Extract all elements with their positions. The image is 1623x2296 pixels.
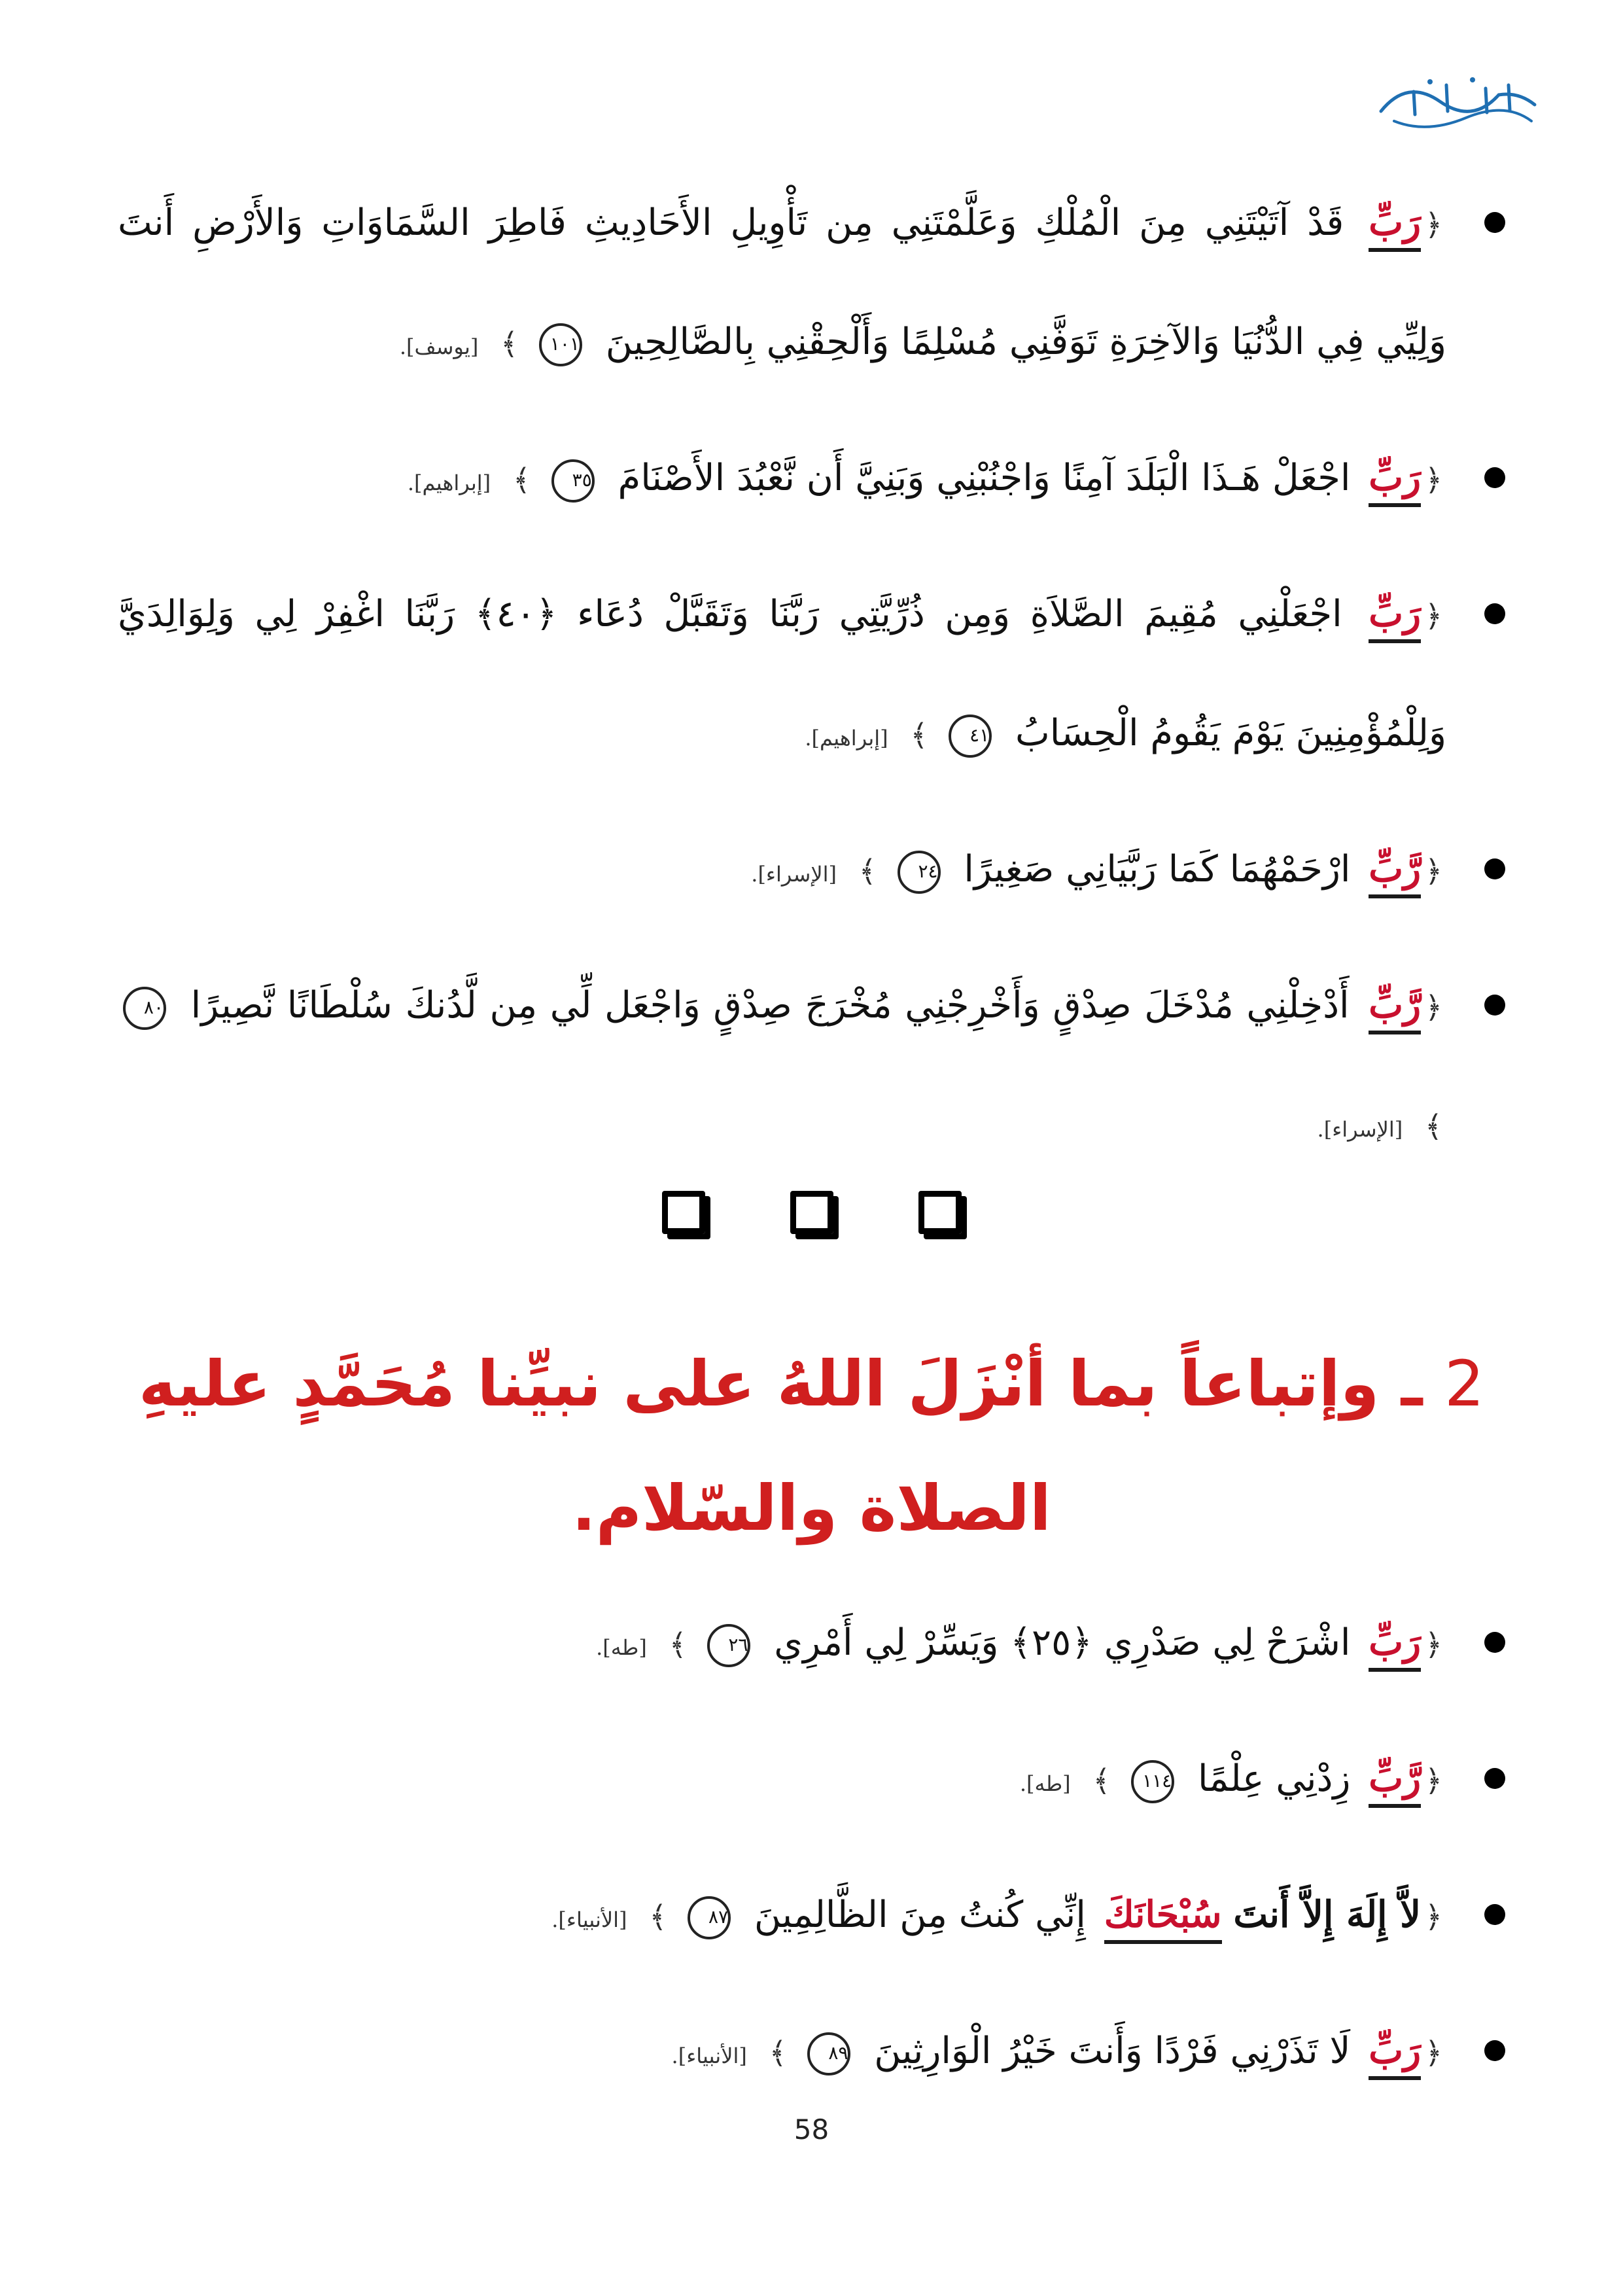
close-ornament: ﴾ bbox=[649, 1899, 667, 1934]
open-ornament: ﴿ bbox=[1425, 853, 1442, 889]
surah-reference: [الإسراء]. bbox=[1317, 1117, 1403, 1142]
key-word: رَّبِّ bbox=[1369, 1757, 1421, 1808]
key-word: رَبِّ bbox=[1369, 592, 1421, 643]
verse-text: اجْعَلْ هَـذَا الْبَلَدَ آمِنًا وَاجْنُبْنِي وَبَنِيَّ أَن نَّعْبُدَ الأَصْنَامَ bbox=[618, 457, 1351, 499]
surah-reference: [طه]. bbox=[1019, 1771, 1071, 1796]
bullet-icon bbox=[1484, 2040, 1505, 2061]
close-ornament: ﴾ bbox=[769, 2035, 787, 2070]
open-ornament: ﴿ bbox=[1425, 2035, 1442, 2070]
open-ornament: ﴿ bbox=[1425, 989, 1442, 1025]
close-ornament: ﴾ bbox=[1425, 1108, 1442, 1144]
list-item bbox=[118, 419, 1505, 542]
verse-text: اجْعَلْنِي مُقِيمَ الصَّلاَةِ وَمِن ذُرِّيَّتِي رَبَّنَا وَتَقَبَّلْ دُعَاء ﴿٤٠﴾ رَبَّنَا اغْفِرْ لِي وَلِوَالِدَيَّ وَلِلْمُؤْمِنِينَ يَوْمَ يَقُومُ الْحِسَابُ bbox=[118, 593, 1446, 754]
bullet-icon bbox=[1484, 1632, 1505, 1653]
bullet-icon bbox=[1484, 995, 1505, 1016]
ayah-number: ٣٥ bbox=[551, 459, 595, 503]
book-title-logo bbox=[1368, 65, 1544, 144]
open-ornament: ﴿ bbox=[1425, 1899, 1442, 1934]
list-item bbox=[118, 1583, 1505, 1706]
bullet-icon bbox=[1484, 1768, 1505, 1789]
bullet-icon bbox=[1484, 1904, 1505, 1925]
surah-reference: [إبراهيم]. bbox=[407, 470, 491, 495]
heading-number: 2 bbox=[1444, 1347, 1485, 1421]
list-item bbox=[118, 555, 1505, 797]
square-divider-icon bbox=[662, 1191, 705, 1234]
page-number: 58 bbox=[794, 2113, 829, 2146]
key-word: رَّبِّ bbox=[1369, 983, 1421, 1034]
close-ornament: ﴾ bbox=[910, 717, 928, 752]
key-word: رَبِّ bbox=[1369, 456, 1421, 507]
heading-text: ـ وإتباعاً بما أنْزَلَ اللهُ على نبيِّنا مُحَمَّدٍ عليهِ الصلاة والسّلام. bbox=[138, 1347, 1423, 1545]
close-ornament: ﴾ bbox=[1092, 1763, 1111, 1798]
ayah-number: ٢٦ bbox=[707, 1624, 750, 1667]
open-ornament: ﴿ bbox=[1425, 207, 1442, 242]
surah-reference: [الأنبياء]. bbox=[671, 2043, 747, 2068]
surah-reference: [الأنبياء]. bbox=[551, 1907, 627, 1932]
verse-text: ارْحَمْهُمَا كَمَا رَبَّيَانِي صَغِيرًا bbox=[964, 848, 1351, 891]
list-item bbox=[118, 810, 1505, 933]
verse-text: اشْرَحْ لِي صَدْرِي ﴿٢٥﴾ وَيَسِّرْ لِي أَمْرِي bbox=[774, 1621, 1351, 1664]
close-ornament: ﴾ bbox=[500, 326, 519, 361]
open-ornament: ﴿ bbox=[1425, 462, 1442, 497]
bullet-icon bbox=[1484, 858, 1505, 879]
bullet-icon bbox=[1484, 212, 1505, 233]
verse-text: أَدْخِلْنِي مُدْخَلَ صِدْقٍ وَأَخْرِجْنِي مُخْرَجَ صِدْقٍ وَاجْعَل لِّي مِن لَّدُنكَ سُلْطَانًا نَّصِيرًا bbox=[190, 984, 1350, 1027]
open-ornament: ﴿ bbox=[1425, 598, 1442, 633]
key-word: رَّبِّ bbox=[1369, 847, 1421, 898]
open-ornament: ﴿ bbox=[1425, 1627, 1442, 1662]
supplications-list-1 bbox=[118, 164, 1505, 1201]
surah-reference: [إبراهيم]. bbox=[805, 726, 888, 751]
ayah-number: ٨٠ bbox=[123, 987, 166, 1030]
verse-text: إِنِّي كُنتُ مِنَ الظَّالِمِينَ bbox=[754, 1894, 1086, 1936]
bullet-icon bbox=[1484, 467, 1505, 488]
verse-text: لَا تَذَرْنِي فَرْدًا وَأَنتَ خَيْرُ الْوَارِثِينَ bbox=[874, 2030, 1351, 2072]
key-word: رَبِّ bbox=[1369, 201, 1421, 252]
ayah-number: ٨٧ bbox=[688, 1896, 731, 1939]
ayah-number: ١١٤ bbox=[1131, 1760, 1174, 1803]
section-heading bbox=[131, 1322, 1492, 1570]
list-item bbox=[118, 1856, 1505, 1979]
list-item bbox=[118, 1992, 1505, 2115]
open-ornament: ﴿ bbox=[1425, 1763, 1442, 1798]
bullet-icon bbox=[1484, 603, 1505, 624]
square-divider-icon bbox=[790, 1191, 833, 1234]
verse-text: زِدْنِي عِلْمًا bbox=[1198, 1757, 1351, 1800]
verse-prefix: لاَّ إِلَهَ إِلاَّ أَنتَ bbox=[1233, 1893, 1422, 1936]
list-item bbox=[118, 164, 1505, 406]
surah-reference: [يوسف]. bbox=[399, 334, 479, 359]
supplications-list-2 bbox=[118, 1583, 1505, 2128]
close-ornament: ﴾ bbox=[669, 1627, 687, 1662]
list-item bbox=[118, 1720, 1505, 1843]
ayah-number: ٢٤ bbox=[898, 851, 941, 894]
surah-reference: [طه]. bbox=[596, 1635, 647, 1660]
close-ornament: ﴾ bbox=[512, 462, 531, 497]
surah-reference: [الإسراء]. bbox=[751, 862, 837, 887]
ayah-number: ١٠١ bbox=[539, 323, 582, 366]
square-divider-icon bbox=[918, 1191, 962, 1234]
section-divider bbox=[0, 1191, 1623, 1234]
key-word: رَبِّ bbox=[1369, 1621, 1421, 1672]
close-ornament: ﴾ bbox=[858, 853, 877, 889]
key-word: رَبِّ bbox=[1369, 2029, 1421, 2080]
ayah-number: ٤١ bbox=[949, 715, 992, 758]
verse-text: قَدْ آتَيْتَنِي مِنَ الْمُلْكِ وَعَلَّمْتَنِي مِن تَأْوِيلِ الأَحَادِيثِ فَاطِرَ السَّمَاوَاتِ وَالأَرْضِ أَنتَ وَلِيِّي فِي الدُّنُيَا وَالآخِرَةِ تَوَفَّنِي مُسْلِمًا وَأَلْحِقْنِي بِالصَّالِحِينَ bbox=[118, 202, 1446, 363]
list-item bbox=[118, 946, 1505, 1188]
key-word: سُبْحَانَكَ bbox=[1104, 1893, 1222, 1944]
ayah-number: ٨٩ bbox=[807, 2032, 850, 2075]
